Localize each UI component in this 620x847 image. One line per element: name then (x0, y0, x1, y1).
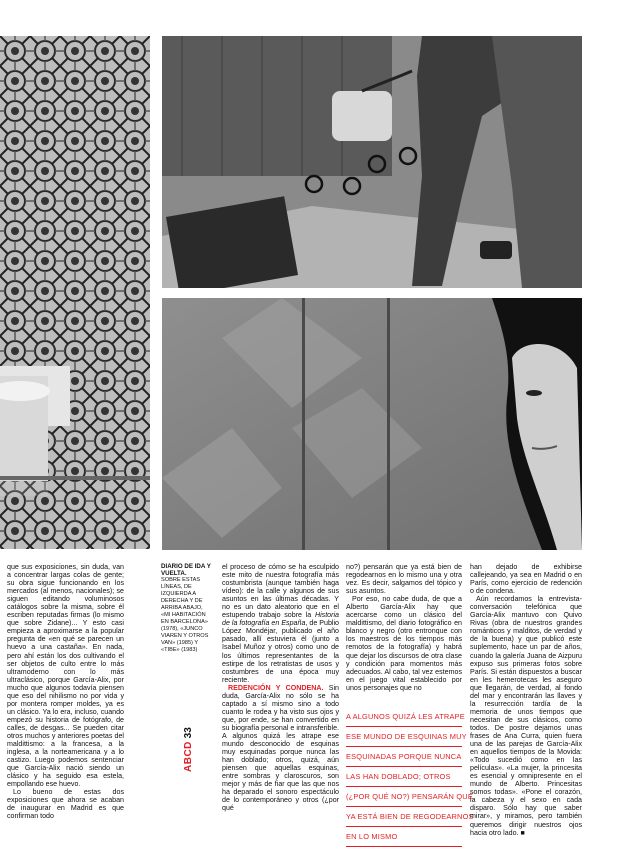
page-number: 33 (183, 727, 194, 739)
paragraph: Aún recordamos la entrevista-conversación telefónica que García-Alix mantuvo con Quivo Rivas (obra de nuestros grandes románticos y malditos, de verdad y de la buena) y que publicó este suplemento, hace un par de años, cuando la galería Juana de Aizpuru expuso sus primeras fotos sobre París. Si están dispuestos a buscar en les hemerotecas les aseguro que llegarán, de verdad, al fondo del mar y encontrarán las llaves y la resurrección tardía de la memoria de unos tiempos que necesitan de sus clásicos, como todos. De postre dejamos unas frases de Ana Curra, quien fuera una de las parejas de García-Alix en aquellos tiempos de la Movida: «Todo sucedió como en las películas». «La mujer, la princesita es esencial y omnipresente en el mundo de Alberto. Princesitas somos todas». «Pone el corazón, la cabeza y el sexo en cada disparo. Sólo hay que saber mirar», y miramos, pero también queremos dirigir nuestros ojos hacia otro lado. ■ (470, 595, 582, 837)
section-head: REDENCIÓN Y CONDENA. (228, 683, 324, 692)
paragraph: no?) pensarán que ya está bien de regodearnos en lo mismo una y otra vez. Es decir, salgamos del tópico y sus asuntos. (346, 563, 462, 596)
pull-quote-line: YA ESTÁ BIEN DE REGODEARNOS (346, 807, 462, 827)
article-column-2 (222, 563, 339, 812)
caption-body: SOBRE ESTAS LÍNEAS, DE IZQUIERDA A DERECHA Y DE ARRIBA ABAJO, «MI HABITACIÓN EN BARCELONA» (1978), «JUNCO VIAREN Y OTROS VAN» (1985) Y «TIBE» (1983) (161, 577, 209, 654)
pull-quote-line: ESE MUNDO DE ESQUINAS MUY (346, 727, 462, 747)
street-pram-photo (162, 36, 582, 288)
article-column-3 (346, 563, 462, 692)
page-folio (183, 727, 194, 772)
photo-caption (161, 563, 213, 654)
portrait-photo (162, 298, 582, 550)
pull-quote-line: ESQUINADAS PORQUE NUNCA (346, 747, 462, 767)
pull-quote-line: LAS HAN DOBLADO; OTROS (346, 767, 462, 787)
paragraph: REDENCIÓN Y CONDENA. Sin duda, García-Alix no sólo se ha captado a sí mismo sino a todo cuanto le rodea y ha visto sus ojos y que, por ende, se han convertido en su biografía personal e intransferible. A algunos quizá les atrape ese mundo desconocido de esquinas muy esquinadas porque nunca las han doblado; otros, quizá, aún piensen que aquellas esquinas, entre sombras y claroscuros, son mejor y más de fiar que las que nos ha deparado el sonoro espectáculo de lo contemporáneo y otros (¿por qué (222, 683, 339, 813)
paragraph: han dejado de exhibirse callejeando, ya sea en Madrid o en París, como ejercicio de redención o de condena. (470, 563, 582, 596)
tiled-wall-photo (0, 36, 150, 549)
paragraph: que sus exposiciones, sin duda, van a concentrar largas colas de gente; su obra sigue funcionando en los mercados (al menos, nacionales); se siguen editando voluminosos catálogos sobre la misma, sobre él escriben reputadas firmas (lo mismo que sobre Zidane)... Y esto casi empieza a aproximarse a la popular pregunta de «en qué se parecen un huevo a una castaña». En nada, pero ahí están los dos cultivando el ser objetos de culto entre lo más ultramoderno con lo más ultraclásico, porque García-Alix, por mucho que algunos todavía piensen que eso del nihilismo no por vida y por montera romper moldes, ya es un clásico. Ya lo era, incluso, cuando empezó su historia de fotógrafo, de calles, de desgas... Se pueden citar otros muchos y anteriores poetas del maldittismo: a la francesa, a la inglesa, a la norteamericana y a lo castizo. Luego podemos sentenciar que García-Alix nació siendo un clásico y ha seguido esa estela, empollando ese huevo. (7, 563, 124, 789)
pull-quote (346, 707, 474, 847)
pull-quote-line: A ALGUNOS QUIZÁ LES ATRAPE (346, 707, 462, 727)
paragraph: Lo bueno de estas dos exposiciones que ahora se acaban de inaugurar en Madrid es que confirman todo (7, 788, 124, 821)
pull-quote-line: EN LO MISMO (346, 827, 462, 847)
article-column-1 (7, 563, 124, 821)
caption-title: DIARIO DE IDA Y VUELTA. (161, 563, 211, 578)
paragraph: Por eso, no cabe duda, de que a Alberto García-Alix hay que acercarse como un clásico del maldittismo, del diario fotográfico en blanco y negro (otro entronque con los maestros de los tiempos más remotos de la fotografía) y habrá que dejar los discursos de otra clase y condición para momentos más adecuados. Al cabo, tal vez estemos en el juego vital establecido por unos personajes que no (346, 595, 462, 692)
pull-quote-line: (¿POR QUÉ NO?) PENSARÁN QUÉ (346, 787, 462, 807)
article-column-4 (470, 563, 582, 837)
brand-mark: ABCD (183, 741, 194, 772)
paragraph: el proceso de cómo se ha esculpido este mito de nuestra fotografía más costumbrista (aunque también haga vídeo): de la calle y algunos de sus asuntos en las últimas décadas. Y no es un dato aleatorio que en el estupendo trabajo sobre la Historia de la fotografía en España, de Publio López Mondéjar, publicado el año pasado, allí estuviera él (junto a Isabel Muñoz y otros) como uno de los últimos representantes de la estirpe de los retratistas de usos y costumbres de una época muy reciente. (222, 563, 339, 684)
